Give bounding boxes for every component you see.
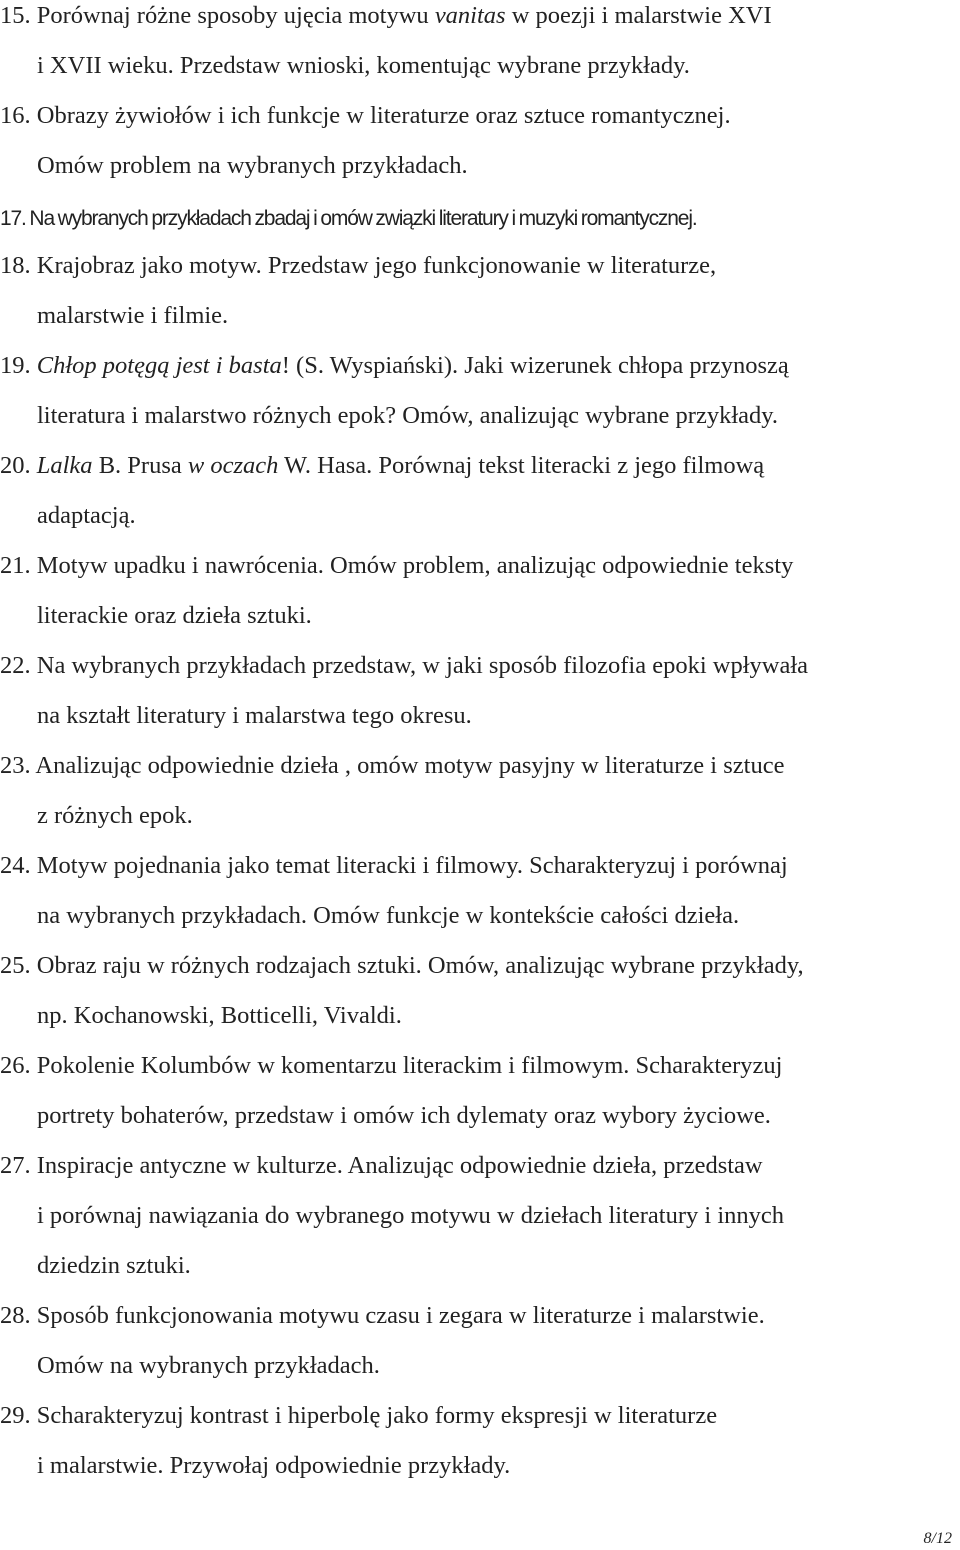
topic-title-line <box>0 1051 782 1081</box>
text-segment: 15. Porównaj różne sposoby ujęcia motywu <box>0 2 435 29</box>
text-segment: malarstwie i filmie. <box>37 302 229 329</box>
topic-continuation-line <box>37 1251 191 1281</box>
topic-title-line <box>0 951 804 981</box>
topic-title-line <box>0 451 764 481</box>
topic-title-line <box>0 851 788 881</box>
italic-title-text: Chłop potęgą jest i basta <box>36 352 282 379</box>
text-segment: w poezji i malarstwie XVI <box>505 2 772 29</box>
text-segment: 26. Pokolenie Kolumbów w komentarzu literackim i filmowym. Scharakteryzuj <box>0 1052 783 1079</box>
page-number: 8/12 <box>923 1530 952 1547</box>
text-segment: z różnych epok. <box>37 802 193 829</box>
text-segment: 23. Analizując odpowiednie dzieła , omów motyw pasyjny w literaturze i sztuce <box>0 752 785 779</box>
topic-title-line <box>0 751 784 781</box>
topic-continuation-line <box>37 1001 402 1031</box>
topic-title-line <box>0 1401 717 1431</box>
text-segment: 28. Sposób funkcjonowania motywu czasu i zegara w literaturze i malarstwie. <box>0 1302 765 1329</box>
topic-title-line <box>0 551 793 581</box>
text-segment: 24. Motyw pojednania jako temat literacki i filmowy. Scharakteryzuj i porównaj <box>0 852 788 879</box>
text-segment: i XVII wieku. Przedstaw wnioski, komentując wybrane przykłady. <box>37 52 690 79</box>
text-segment: B. Prusa <box>92 452 188 479</box>
text-segment: Omów problem na wybranych przykładach. <box>37 152 468 179</box>
topic-title-line <box>0 651 808 681</box>
text-segment: 22. Na wybranych przykładach przedstaw, w jaki sposób filozofia epoki wpływała <box>0 652 809 679</box>
topic-continuation-line <box>37 151 468 181</box>
text-segment: 27. Inspiracje antyczne w kulturze. Analizując odpowiednie dzieła, przedstaw <box>0 1152 763 1179</box>
text-segment: np. Kochanowski, Botticelli, Vivaldi. <box>37 1002 402 1029</box>
text-segment: ! (S. Wyspiański). Jaki wizerunek chłopa przynoszą <box>281 352 789 379</box>
text-segment: 25. Obraz raju w różnych rodzajach sztuki. Omów, analizując wybrane przykłady, <box>0 952 804 979</box>
text-segment: 16. Obrazy żywiołów i ich funkcje w literaturze oraz sztuce romantycznej. <box>0 102 731 129</box>
italic-title-text: vanitas <box>434 2 506 29</box>
topic-continuation-line <box>37 401 778 431</box>
text-segment: 17. Na wybranych przykładach zbadaj i omów związki literatury i muzyki romantycznej. <box>0 207 697 230</box>
topic-continuation-line <box>37 1101 771 1131</box>
topic-title-line <box>0 1 772 31</box>
topic-continuation-line <box>37 1351 380 1381</box>
italic-title-text: w oczach <box>187 452 279 479</box>
topic-title-line <box>0 351 789 381</box>
text-segment: 29. Scharakteryzuj kontrast i hiperbolę jako formy ekspresji w literaturze <box>0 1402 718 1429</box>
text-segment: 19. <box>0 352 37 379</box>
topic-continuation-line <box>37 601 312 631</box>
topic-continuation-line <box>37 501 136 531</box>
topic-title-line <box>0 204 697 234</box>
topic-continuation-line <box>37 801 193 831</box>
text-segment: i porównaj nawiązania do wybranego motywu w dziełach literatury i innych <box>37 1202 785 1229</box>
text-segment: literackie oraz dzieła sztuki. <box>37 602 312 629</box>
text-segment: i malarstwie. Przywołaj odpowiednie przykłady. <box>37 1452 511 1479</box>
topic-continuation-line <box>37 301 228 331</box>
text-segment: adaptacją. <box>37 502 136 529</box>
text-segment: literatura i malarstwo różnych epok? Omów, analizując wybrane przykłady. <box>37 402 779 429</box>
italic-title-text: Lalka <box>36 452 93 479</box>
topic-title-line <box>0 1151 763 1181</box>
topic-title-line <box>0 101 731 131</box>
text-segment: 20. <box>0 452 37 479</box>
topic-title-line <box>0 1301 765 1331</box>
topic-title-line <box>0 251 716 281</box>
text-segment: 18. Krajobraz jako motyw. Przedstaw jego funkcjonowanie w literaturze, <box>0 252 717 279</box>
topic-continuation-line <box>37 51 690 81</box>
topic-continuation-line <box>37 901 739 931</box>
text-segment: 21. Motyw upadku i nawrócenia. Omów problem, analizując odpowiednie teksty <box>0 552 794 579</box>
topic-continuation-line <box>37 701 472 731</box>
topic-continuation-line <box>37 1451 510 1481</box>
text-segment: dziedzin sztuki. <box>37 1252 191 1279</box>
topic-continuation-line <box>37 1201 784 1231</box>
text-segment: na kształt literatury i malarstwa tego okresu. <box>37 702 472 729</box>
text-segment: W. Hasa. Porównaj tekst literacki z jego filmową <box>278 452 765 479</box>
text-segment: Omów na wybranych przykładach. <box>37 1352 380 1379</box>
text-segment: na wybranych przykładach. Omów funkcje w kontekście całości dzieła. <box>37 902 740 929</box>
text-segment: portrety bohaterów, przedstaw i omów ich dylematy oraz wybory życiowe. <box>37 1102 771 1129</box>
